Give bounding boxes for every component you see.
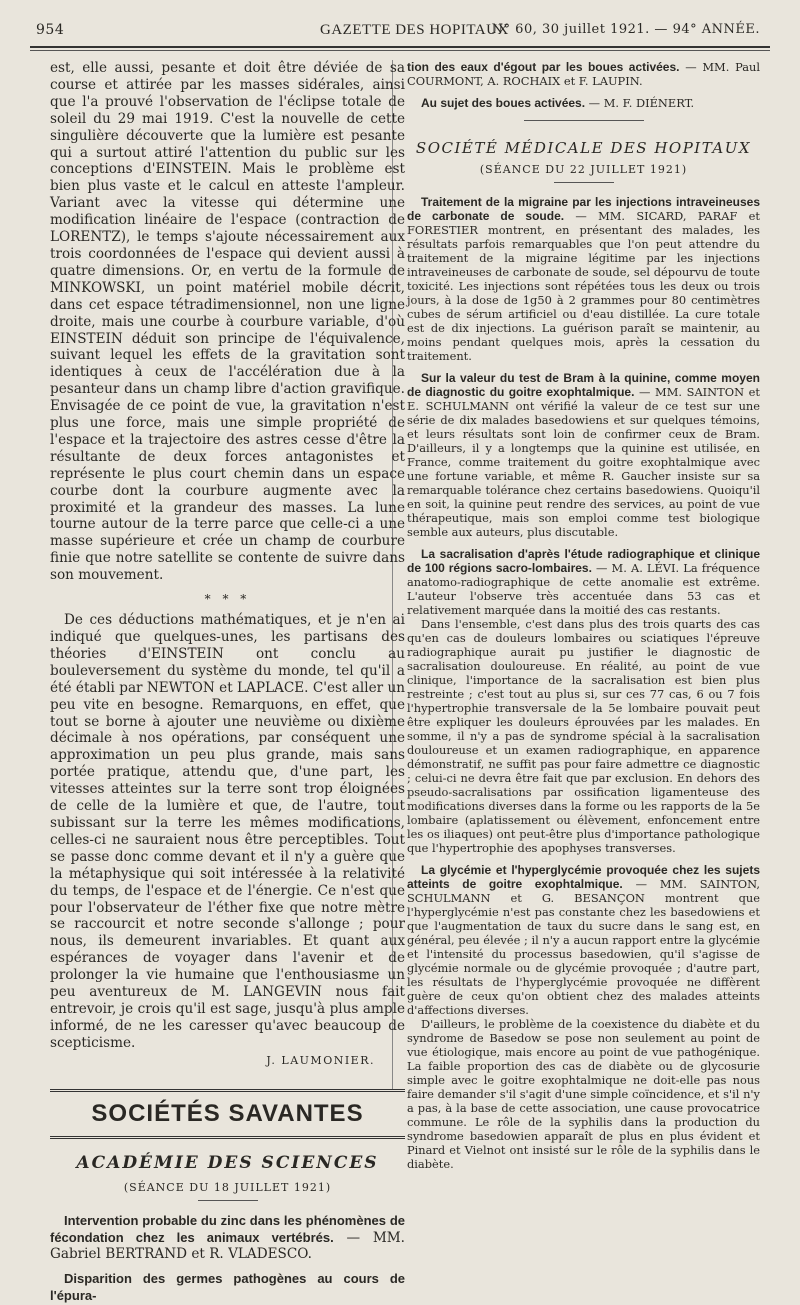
societes-savantes-block <box>50 1089 405 1139</box>
section-heading: SOCIÉTÉS SAVANTES <box>91 1099 364 1127</box>
page-header <box>30 22 770 44</box>
heading-rule-top <box>50 1089 405 1092</box>
entry-paragraph: D'ailleurs, le problème de la coexistence du diabète et du syndrome de Basedow se pose non seulement au point de vue étiologique, mais encore au point de vue pathogénique. La faible proportion des cas de diabète ou de glycosurie simple avec le goitre exophtalmique ne doit-elle pas nous faire demander s'il s'agit d'une simple coïncidence, et s'il n'y a pas, à la base de cette association, une cause provocatrice commune. Le rôle de la syphilis dans la production du syndrome basedowien apparaît de plus en plus évident et Pinard et Vielnot ont insisté sur le rôle de la syphilis dans le diabète. <box>407 1017 760 1171</box>
heading-rule-bottom <box>50 1136 405 1139</box>
society-heading: SOCIÉTÉ MÉDICALE DES HOPITAUX <box>415 139 752 157</box>
short-rule <box>554 182 614 183</box>
left-column <box>50 60 405 1305</box>
communication-entry <box>407 96 760 110</box>
article-paragraph: De ces déductions mathématiques, et je n'en ai indiqué que quelques-unes, les partisans des théories d'EINSTEIN ont conclu au bouleversement du système du monde, tel qu'il a été établi par NEWTON et LAPLACE. C'est aller un peu vite en besogne. Remarquons, en effet, que tout se borne à ajouter une neuvième ou dixième décimale à nos opérations, par conséquent une approximation un peu plus grande, mais sans portée pratique, attendu que, d'une part, les vitesses atteintes sur la terre sont trop éloignées de celle de la lumière et que, de l'autre, tout subissant sur la terre les mêmes modifications, celles-ci ne sauraient nous être perceptibles. Tout se passe donc comme devant et il n'y a guère que la métaphysique qui soit intéressée à la relativité du temps, de l'espace et de l'énergie. Ce n'est que pour l'observateur de l'éther fixe que notre mètre se raccourcit et notre seconde s'allonge ; pour nous, ils demeurent invariables. Et quant aux espérances de voyager dans l'avenir et de prolonger la vie humaine que l'enthousiasme un peu aventureux de M. LANGEVIN nous fait entrevoir, je crois qu'il est sage, jusqu'à plus ample informé, de ne les caresser qu'avec beaucoup de scepticisme. <box>50 612 405 1051</box>
communication-entry <box>407 195 760 363</box>
header-rule <box>30 46 770 48</box>
communication-entry <box>407 60 760 88</box>
communication-entry <box>407 547 760 617</box>
entry-authors: — MM. Gabriel BERTRAND et R. VLADESCO. <box>50 1229 405 1263</box>
academy-heading: ACADÉMIE DES SCIENCES <box>76 1152 379 1173</box>
journal-title: GAZETTE DES HOPITAUX <box>320 22 509 38</box>
session-date: (SÉANCE DU 22 JUILLET 1921) <box>479 163 688 176</box>
entry-body: — MM. SICARD, PARAF et FORESTIER montrent, en présentant des malades, les résultats parfois remarquables que l'on peut attendre du traitement de la migraine légitime par les injections intraveineuses de carbonate de soude, sel dépourvu de toute toxicité. Les injections sont répétées tous les deux ou trois jours, à la dose de 1g50 à 2 grammes pour 80 centimètres cubes de sérum artificiel ou d'eau distillée. La cure totale est de dix injections. La guérison paraît se maintenir, au moins pendant quelques mois, après la cessation du traitement. <box>407 209 760 363</box>
entry-title: Disparition des germes pathogènes au cours de l'épura- <box>50 1271 405 1304</box>
entry-title: Sur la valeur du test de Bram à la quinine, comme moyen de diagnostic du goitre exophtalmique. <box>407 371 760 399</box>
entry-authors: — MM. Paul COURMONT, A. ROCHAIX et F. LAUPIN. <box>407 60 761 88</box>
section-stars: * * * <box>204 592 251 607</box>
header-rule-thin <box>30 50 770 51</box>
entry-title: Traitement de la migraine par les injections intraveineuses de carbonate de soude. <box>407 195 760 223</box>
entry-title: tion des eaux d'égout par les boues activées. <box>407 60 680 74</box>
short-rule <box>198 1200 258 1201</box>
session-date: (SÉANCE DU 18 JUILLET 1921) <box>123 1180 332 1194</box>
entry-body: — MM. SAINTON et E. SCHULMANN ont vérifié la valeur de ce test sur une série de dix malades basedowiens et sur quelques témoins, et leurs résultats sont loin de confirmer ceux de Bram. D'ailleurs, il y a longtemps que la quinine est utilisée, en France, comme traitement du goitre exophtalmique avec une fortune variable, et même R. Gaucher insiste sur sa remarquable tolérance chez certains basedowiens. Quoiqu'il en soit, la quinine peut rendre des services, au point de vue thérapeutique, mais son emploi comme test biologique semble aux auteurs, plus discutable. <box>407 385 760 539</box>
entry-title: La glycémie et l'hyperglycémie provoquée chez les sujets atteints de goitre exophtalmique. <box>407 863 760 891</box>
entry-body: — MM. SAINTON, SCHULMANN et G. BESANÇON montrent que l'hyperglycémie n'est pas constante chez les basedowiens et que l'augmentation de taux du sucre dans le sang est, en général, peu élevée ; il n'y a aucun rapport entre la glycémie et l'intensité du processus basedowien, qu'il s'agisse de glycémie normale ou de glycémie provoquée ; d'autre part, les résultats de l'hyperglycémie provoquée ne diffèrent guère de ceux qu'on obtient chez des malades atteints d'affections diverses. <box>407 877 760 1017</box>
entry-title: Au sujet des boues activées. <box>421 96 586 110</box>
entry-title: Intervention probable du zinc dans les phénomènes de fécondation chez les animaux vertébrés. <box>50 1212 405 1245</box>
entry-paragraph: Dans l'ensemble, c'est dans plus des trois quarts des cas qu'en cas de douleurs lombaires ou sciatiques l'épreuve radiographique aurait pu justifier le diagnostic de sacralisation douloureuse. En réalité, au point de vue clinique, l'importance de la sacralisation est bien plus restreinte ; c'est tout au plus si, sur ces 77 cas, 6 ou 7 fois l'hypertrophie transversale de la 5e lombaire pouvait peut être expliquer les douleurs éprouvées par les malades. En somme, il n'y a pas de syndrome spécial à la sacralisation douloureuse et un examen radiographique, en apparence démonstratif, ne suffit pas pour faire admettre ce diagnostic ; celui-ci ne devra être fait que par exclusion. En dehors des pseudo-sacralisations par ossification ligamenteuse des modifications diverses dans la forme ou les rapports de la 5e lombaire (aplatissement ou élèvement, enfoncement entre les os iliaques) ont peut-être plus d'importance pathologique que l'hypertrophie des apophyses transverses. <box>407 617 760 855</box>
communication-entry <box>50 1213 405 1264</box>
author-signature: J. LAUMONIER. <box>266 1053 375 1067</box>
right-column <box>407 60 760 1171</box>
communication-entry <box>407 371 760 539</box>
communication-entry <box>50 1271 405 1305</box>
entry-authors: — M. F. DIÉNERT. <box>585 96 695 110</box>
communication-entry <box>407 863 760 1017</box>
entry-title: La sacralisation d'après l'étude radiographique et clinique de 100 régions sacro-lombaires. <box>407 547 760 575</box>
article-paragraph: est, elle aussi, pesante et doit être déviée de sa course et attirée par les masses sidérales, ainsi que l'a prouvé l'observation de l'éclipse totale de soleil du 29 mai 1919. C'est la nouvelle de cette singulière découverte que la lumière est pesante qui a surtout attiré l'attention du public sur les conceptions d'EINSTEIN. Mais le problème est bien plus vaste et le calcul en atteste l'ampleur. Variant avec la vitesse qui détermine une modification linéaire de l'espace (contraction de LORENTZ), le temps s'ajoute nécessairement aux trois coordonnées de l'espace qui devient aussi à quatre dimensions. Or, en vertu de la formule de MINKOWSKI, un point matériel mobile décrit, dans cet espace tétradimensionnel, non une ligne droite, mais une courbe à courbure variable, d'où EINSTEIN déduit son principe de l'équivalence, suivant lequel les effets de la gravitation sont identiques à ceux de l'accélération due à la pesanteur dans un champ libre d'action gravifique. Envisagée de ce point de vue, la gravitation n'est plus une force, mais une simple propriété de l'espace et la trajectoire des astres cesse d'être la résultante de deux forces antagonistes et représente le plus court chemin dans un espace courbe dont la courbure augmente avec la proximité et la grandeur des masses. La lune tourne autour de la terre parce que celle-ci a une masse supérieure et crée un champ de courbure finie que notre satellite se contente de suivre dans son mouvement. <box>50 60 405 584</box>
section-rule <box>524 120 644 121</box>
page-number: 954 <box>36 22 65 38</box>
entry-body: — M. A. LÉVI. La fréquence anatomo-radiographique de cette anomalie est extrême. L'auteur l'observe très accentuée dans 53 cas et relativement marquée dans la moitié des cas restants. <box>407 561 760 617</box>
issue-info: N° 60, 30 juillet 1921. — 94° ANNÉE. <box>491 22 760 37</box>
